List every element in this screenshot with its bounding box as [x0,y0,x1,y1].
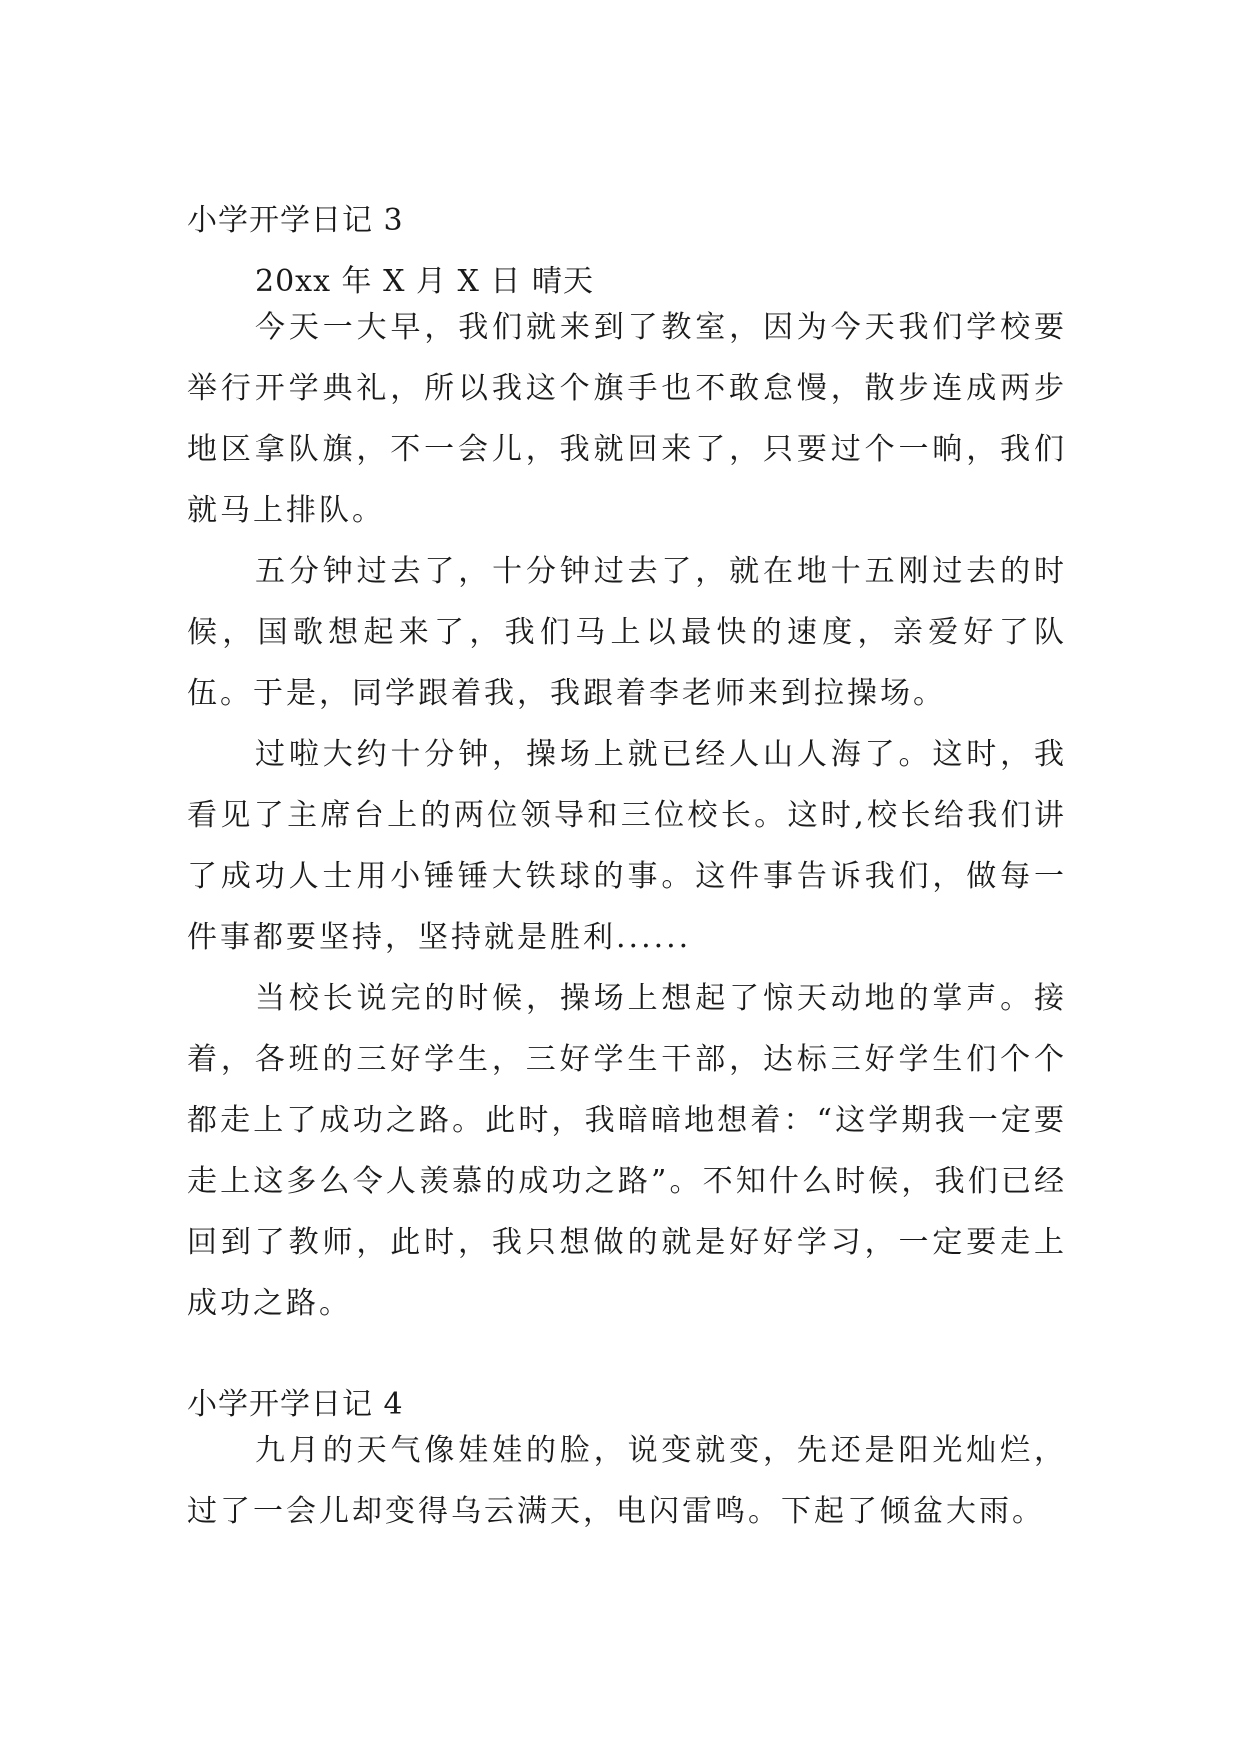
diary-4-title: 小学开学日记 4 [187,1387,404,1422]
diary-3-paragraph-1: 今天一大早，我们就来到了教室，因为今天我们学校要举行开学典礼，所以我这个旗手也不敢怠慢，散步连成两步地区拿队旗，不一会儿，我就回来了，只要过个一晌，我们就马上排队。 [187,310,1067,528]
diary-3-paragraph-3: 过啦大约十分钟，操场上就已经人山人海了。这时，我看见了主席台上的两位领导和三位校长。这时,校长给我们讲了成功人士用小锤锤大铁球的事。这件事告诉我们，做每一件事都要坚持，坚持就是胜利...... [187,737,1067,955]
diary-3-paragraph-4: 当校长说完的时候，操场上想起了惊天动地的掌声。接着，各班的三好学生，三好学生干部，达标三好学生们个个都走上了成功之路。此时，我暗暗地想着：“这学期我一定要走上这多么令人羡慕的成功之路”。不知什么时候，我们已经回到了教师，此时，我只想做的就是好好学习，一定要走上成功之路。 [187,981,1067,1321]
diary-4-paragraph-1: 九月的天气像娃娃的脸，说变就变，先还是阳光灿烂，过了一会儿却变得乌云满天，电闪雷鸣。下起了倾盆大雨。 [187,1433,1067,1529]
diary-3-paragraph-2: 五分钟过去了，十分钟过去了，就在地十五刚过去的时候，国歌想起来了，我们马上以最快的速度，亲爱好了队伍。于是，同学跟着我，我跟着李老师来到拉操场。 [187,554,1067,711]
diary-3-title: 小学开学日记 3 [187,203,404,238]
diary-3-date-weather: 20xx 年 X 月 X 日 晴天 [255,264,594,299]
